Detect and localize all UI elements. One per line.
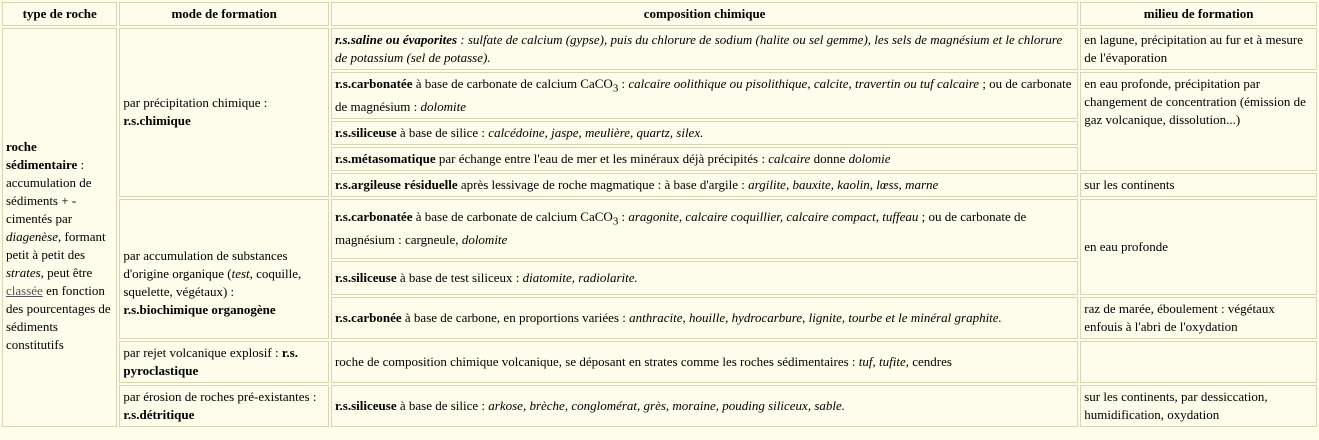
table-row bbox=[2, 28, 1317, 70]
table-row bbox=[2, 385, 1317, 427]
milieu-raz-de-maree: raz de marée, éboulement : végétaux enfouis à l'abri de l'oxydation bbox=[1080, 297, 1317, 339]
header-composition: composition chimique bbox=[331, 2, 1078, 26]
compo-siliceuse-1: r.s.siliceuse à base de silice : calcédoine, jaspe, meulière, quartz, silex. bbox=[331, 121, 1078, 145]
table-row bbox=[2, 199, 1317, 259]
mode-chimique: par précipitation chimique : r.s.chimique bbox=[119, 28, 329, 197]
milieu-pyro-empty bbox=[1080, 341, 1317, 383]
milieu-eau-profonde-2: en eau profonde bbox=[1080, 199, 1317, 295]
milieu-detritique: sur les continents, par dessiccation, humidification, oxydation bbox=[1080, 385, 1317, 427]
compo-metasomatique: r.s.métasomatique par échange entre l'eau de mer et les minéraux déjà précipités : calcaire donne dolomie bbox=[331, 147, 1078, 171]
header-type: type de roche bbox=[2, 2, 117, 26]
compo-carbonatee-2: r.s.carbonatée à base de carbonate de calcium CaCO$_3$ : aragonite, calcaire coquillier, calcaire compact, tuffeau ; ou de carbonate de magnésium : cargneule, dolomite bbox=[331, 199, 1078, 259]
mode-detritique: par érosion de roches pré-existantes : r.s.détritique bbox=[119, 385, 329, 427]
compo-pyroclastique: roche de composition chimique volcanique, se déposant en strates comme les roches sédimentaires : tuf, tufite, cendres bbox=[331, 341, 1078, 383]
header-milieu: milieu de formation bbox=[1080, 2, 1317, 26]
compo-saline: r.s.saline ou évaporites : sulfate de calcium (gypse), puis du chlorure de sodium (halite ou sel gemme), les sels de magnésium et le chlorure de potassium (sel de potasse). bbox=[331, 28, 1078, 70]
compo-carbonatee-1: r.s.carbonatée à base de carbonate de calcium CaCO$_3$ : calcaire oolithique ou pisolithique, calcite, travertin ou tuf calcaire ; ou de carbonate de magnésium : dolomite bbox=[331, 72, 1078, 119]
milieu-eau-profonde-1: en eau profonde, précipitation par changement de concentration (émission de gaz volcanique, dissolution...) bbox=[1080, 72, 1317, 171]
mode-pyroclastique: par rejet volcanique explosif : r.s. pyroclastique bbox=[119, 341, 329, 383]
mode-biochimique: par accumulation de substances d'origine organique (test, coquille, squelette, végétaux) : r.s.biochimique organogène bbox=[119, 199, 329, 339]
header-row bbox=[2, 2, 1317, 26]
compo-siliceuse-2: r.s.siliceuse à base de test siliceux : diatomite, radiolarite. bbox=[331, 261, 1078, 295]
compo-carbonee: r.s.carbonée à base de carbone, en proportions variées : anthracite, houille, hydrocarbure, lignite, tourbe et le minéral graphite. bbox=[331, 297, 1078, 339]
milieu-lagune: en lagune, précipitation au fur et à mesure de l'évaporation bbox=[1080, 28, 1317, 70]
compo-siliceuse-3: r.s.siliceuse à base de silice : arkose, brèche, conglomérat, grès, moraine, pouding siliceux, sable. bbox=[331, 385, 1078, 427]
compo-argileuse: r.s.argileuse résiduelle après lessivage de roche magmatique : à base d'argile : argilite, bauxite, kaolin, lœss, marne bbox=[331, 173, 1078, 197]
header-mode: mode de formation bbox=[119, 2, 329, 26]
classee-link[interactable]: classée bbox=[6, 283, 43, 299]
table-row bbox=[2, 341, 1317, 383]
type-cell: roche sédimentaire : accumulation de sédiments + - cimentés par diagenèse, formant petit à petit des strates, peut être classée en fonction des pourcentages de sédiments constitutifs bbox=[2, 28, 117, 427]
milieu-continents: sur les continents bbox=[1080, 173, 1317, 197]
